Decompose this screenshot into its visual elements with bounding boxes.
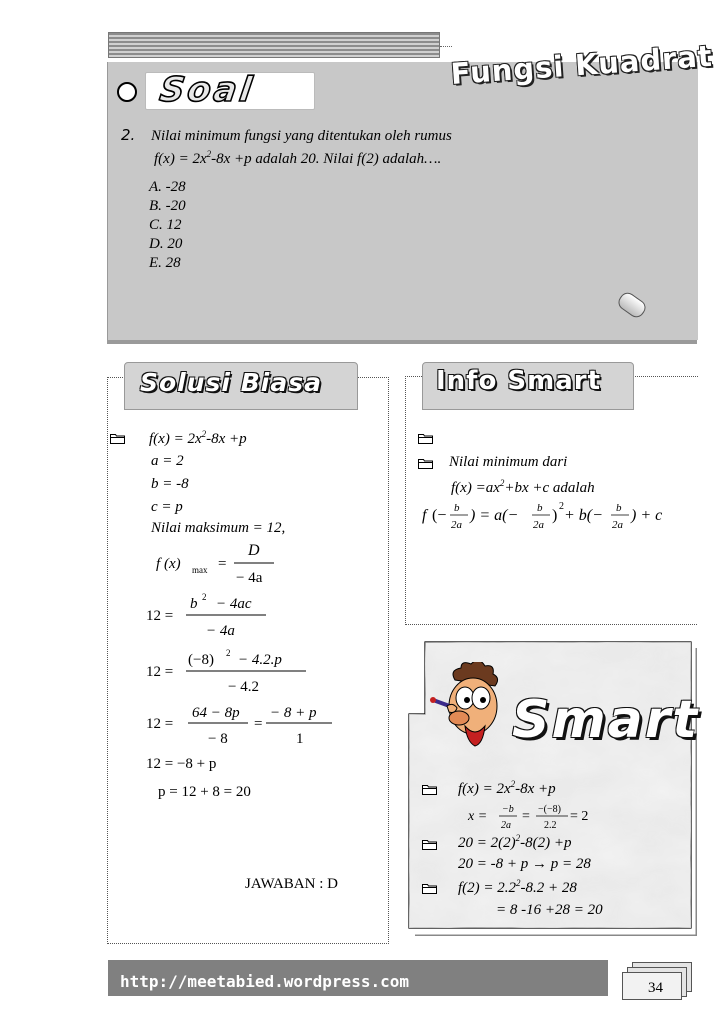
formula-2a-3: 2a	[612, 519, 623, 531]
eq1-f: f	[156, 556, 161, 572]
solusi-c: c = p	[151, 499, 183, 515]
folder-icon	[422, 784, 437, 795]
radio-circle-icon	[117, 82, 137, 102]
eq4-lhs: 12 =	[146, 716, 174, 732]
eq3-num: (−8)	[188, 652, 214, 668]
smart-line-3: 20 = -8 + p → p = 28	[458, 856, 591, 872]
formula-sq: 2	[559, 501, 564, 512]
info-line-2	[451, 478, 595, 497]
folder-icon	[418, 458, 433, 469]
info-box-bottom	[405, 624, 697, 625]
info-line-2-exponent: 2	[499, 478, 505, 488]
smart-eq1: =	[522, 809, 530, 824]
eq3-lhs: 12 =	[146, 664, 174, 680]
question-line-2	[154, 149, 441, 168]
eq1-den: − 4a	[236, 570, 263, 586]
page-number: 34	[648, 980, 663, 996]
solusi-nilai: Nilai maksimum = 12,	[151, 520, 286, 536]
folder-icon	[422, 839, 437, 850]
smart-line-2	[458, 833, 571, 852]
footer-url[interactable]: http://meetabied.wordpress.com	[120, 972, 409, 991]
solusi-b: b = -8	[151, 476, 189, 492]
formula-close-sq: )	[552, 507, 558, 524]
option-b: B. -20	[149, 198, 186, 214]
eq3-num-rest: − 4.2.p	[238, 652, 282, 668]
solusi-func-suffix: -8x +p	[206, 431, 247, 447]
solusi-func-prefix: f(x) = 2x	[149, 431, 202, 447]
eq3-num-exp: 2	[226, 648, 231, 658]
formula-plus-b: + b(−	[564, 507, 603, 524]
top-decorative-bar	[108, 32, 440, 58]
eq4-num1: 64 − 8p	[192, 705, 240, 721]
eq2-lhs: 12 =	[146, 608, 174, 624]
formula-plus-c: ) + c	[631, 507, 663, 524]
smart-eq2: = 2	[570, 809, 589, 824]
formula-open: (−	[432, 507, 447, 524]
option-d: D. 20	[149, 236, 183, 252]
equation-2	[146, 592, 296, 642]
smart-line-1-prefix: f(x) = 2x	[458, 781, 511, 797]
formula-b-1: b	[454, 502, 460, 514]
equation-4	[146, 702, 346, 750]
eq4-den2: 1	[296, 731, 304, 747]
info-line-2-prefix: f(x) =ax	[451, 480, 500, 496]
eq2-num-exp: 2	[202, 592, 207, 602]
top-dotted-line	[440, 46, 452, 47]
soal-label: Soal	[157, 70, 258, 110]
smart-line-4	[458, 878, 577, 897]
equation-6: p = 12 + 8 = 20	[158, 784, 251, 800]
option-c: C. 12	[149, 217, 182, 233]
smart-n2: −(−8)	[538, 804, 561, 815]
option-e: E. 28	[149, 255, 181, 271]
smart-line-2-exponent: 2	[515, 833, 521, 843]
formula-2a-2: 2a	[533, 519, 544, 531]
question-panel-shadow	[107, 340, 697, 344]
question-line-1: Nilai minimum fungsi yang ditentukan oleh rumus	[151, 128, 452, 144]
eq4-eq: =	[254, 716, 263, 732]
jawaban-text: JAWABAN : D	[245, 876, 338, 892]
eq1-num: D	[248, 542, 260, 559]
page-title: Fungsi Kuadrat	[449, 38, 714, 91]
equation-3	[146, 648, 316, 698]
solusi-func	[149, 429, 247, 448]
smart-x-formula	[462, 800, 612, 834]
option-a: A. -28	[149, 179, 186, 195]
smart-line-5: = 8 -16 +28 = 20	[496, 902, 603, 918]
eq1-sub: max	[192, 565, 208, 575]
formula-b-2: b	[537, 502, 543, 514]
smart-n1: −b	[502, 804, 514, 815]
question-number: 2.	[121, 126, 136, 144]
smart-title: Smart	[512, 690, 700, 750]
solusi-a: a = 2	[151, 453, 184, 469]
question-func-exponent: 2	[206, 149, 212, 159]
question-func-suffix: -8x +p adalah 20. Nilai f(2) adalah….	[211, 151, 442, 167]
solusi-title: Solusi Biasa	[140, 368, 322, 397]
eq1-eq: =	[218, 556, 227, 572]
info-formula	[420, 498, 692, 538]
smart-line-4-prefix: f(2) = 2.2	[458, 880, 517, 896]
smart-d2: 2.2	[544, 820, 557, 831]
cartoon-face-icon	[425, 662, 515, 762]
eq2-num-b: b	[190, 596, 198, 612]
smart-line-1-exponent: 2	[510, 779, 516, 789]
smart-line-1	[458, 779, 556, 798]
folder-icon	[418, 433, 433, 444]
question-func-prefix: f(x) = 2x	[154, 151, 207, 167]
smart-x: x =	[468, 809, 488, 824]
eq1-x: (x)	[164, 556, 181, 572]
smart-line-1-suffix: -8x +p	[515, 781, 556, 797]
eq4-den1: − 8	[208, 731, 228, 747]
solusi-func-exponent: 2	[201, 429, 207, 439]
formula-f: f	[422, 507, 427, 524]
answer-options	[149, 178, 186, 273]
smart-line-2-prefix: 20 = 2(2)	[458, 835, 516, 851]
formula-b-3: b	[616, 502, 622, 514]
info-title: Info Smart	[436, 366, 602, 396]
eq4-num2: − 8 + p	[270, 705, 317, 721]
smart-line-4-suffix: -8.2 + 28	[520, 880, 577, 896]
eq2-num-rest: − 4ac	[216, 596, 252, 612]
folder-icon	[110, 433, 125, 444]
smart-d1: 2a	[501, 820, 511, 831]
smart-line-2-suffix: -8(2) +p	[520, 835, 572, 851]
eq2-den: − 4a	[206, 623, 235, 639]
info-line-1: Nilai minimum dari	[449, 454, 568, 470]
info-line-2-suffix: +bx +c adalah	[504, 480, 595, 496]
equation-5: 12 = −8 + p	[146, 756, 217, 772]
formula-close-eq: ) = a(−	[470, 507, 519, 524]
smart-line-4-exponent: 2	[516, 878, 521, 888]
equation-fmax	[150, 538, 290, 588]
folder-icon	[422, 883, 437, 894]
eq3-den: − 4.2	[228, 679, 259, 695]
formula-2a-1: 2a	[451, 519, 462, 531]
